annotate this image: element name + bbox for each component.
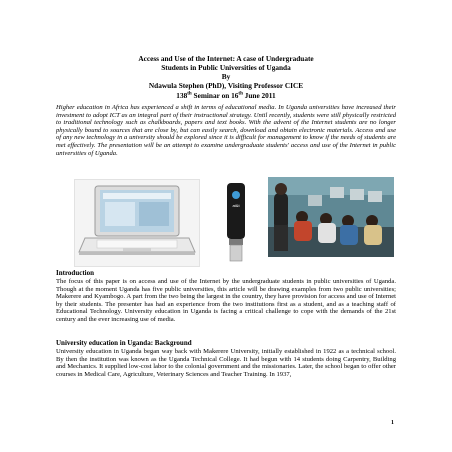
laptop-image (74, 179, 200, 267)
usb-modem-image (216, 177, 256, 265)
introduction-heading: Introduction (56, 269, 94, 277)
by-line: By (221, 72, 231, 81)
figure-images (56, 175, 396, 267)
author-line: Ndawula Stephen (PhD), Visiting Professor CICE (148, 81, 304, 90)
seminar-suffix: th (187, 91, 192, 97)
computer-lab-image (268, 177, 394, 257)
seminar-line (60, 91, 392, 100)
background-heading: University education in Uganda: Background (56, 339, 192, 347)
seminar-number: 138 (176, 91, 188, 100)
page-number: 1 (391, 420, 394, 426)
abstract-paragraph: Higher education in Africa has experienced a shift in terms of educational media. In Uganda universities have increased their investment to adopt ICT as an integral part of their instructional strategy. Until recently, students were still physically restricted to traditional technology such as chalkboards, papers and text books. With the advent of the Internet students are no longer physically bound to sources that are close by, but can easily search, download and obtain electronic materials. Access and use of any new technology in a university should be explored since it is difficult for management to know if the needs of students are met effectively. The presentation will be an attempt to examine undergraduate students' access and use of the Internet in public universities of Uganda. (56, 104, 396, 157)
introduction-paragraph: The focus of this paper is on access and use of the Internet by the undergraduate students in public universities of Uganda. Though at the moment Uganda has five public universities, this article will be drawing examples from two public universities; Makerere and Kyambogo. A part from the two being the largest in the country, they have provision for access and use of Internet by their students. The presenter has had an experience from the two institutions first as a student, and as a teaching staff of Educational Technology. University education in Uganda is facing a critical challenge to cope with the demands of the 21st century and the ever increasing use of media. (56, 278, 396, 323)
modem-brand-label: at&t (232, 203, 240, 208)
background-paragraph: University education in Uganda began way back with Makerere University, initially established in 1922 as a technical school. By then the institution was known as the Uganda Technical College. It had begun with 14 students doing Carpentry, Building and Mechanics. It supplied low-cost labor to the colonial government and the missionaries. Later, the school began to offer other courses in Medical Care, Agriculture, Veterinary Sciences and Teacher Training. In 1937, (56, 348, 396, 378)
paper-title-line-1: Access and Use of the Internet: A case of Undergraduate (138, 54, 314, 63)
paper-title-line-2: Students in Public Universities of Uganda (161, 63, 291, 72)
title-block (60, 54, 392, 90)
seminar-date-suffix: th (238, 91, 243, 97)
seminar-date: June 2011 (242, 91, 276, 100)
seminar-text: Seminar on 16 (191, 91, 239, 100)
